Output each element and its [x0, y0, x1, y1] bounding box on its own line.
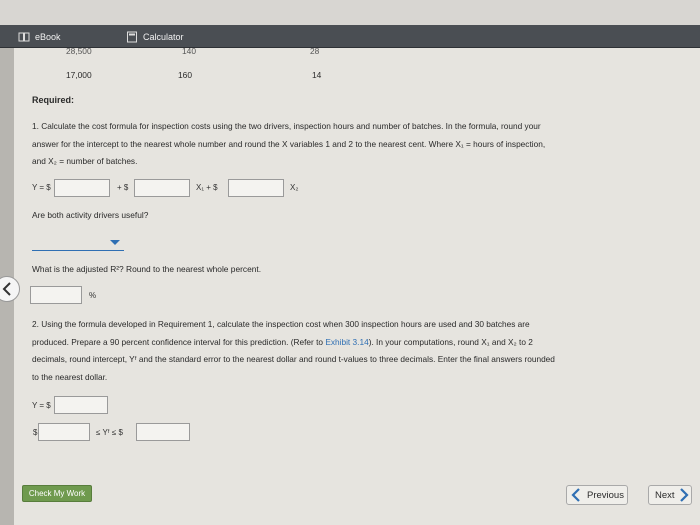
question-2-text [32, 316, 555, 386]
required-heading: Required: [32, 95, 75, 105]
ci-lower-input[interactable] [38, 423, 90, 441]
previous-button[interactable] [566, 485, 628, 505]
toolbar [0, 25, 700, 48]
table-cell: 28 [310, 46, 320, 56]
x1-coefficient-input[interactable] [134, 179, 190, 197]
drivers-question: Are both activity drivers useful? [32, 210, 149, 220]
x1-label: X₁ + $ [196, 183, 218, 192]
q2-line: produced. Prepare a 90 percent confidence interval for this prediction. (Refer to Exhibit 3.14). In your computations, round X₁ and X₂ to 2 [32, 336, 533, 347]
y-equals-label-2: Y = $ [32, 401, 51, 410]
ci-lower-dollar-label: $ [33, 428, 38, 437]
book-icon [18, 31, 30, 43]
table-cell: 14 [312, 70, 322, 80]
drivers-useful-select[interactable] [32, 235, 124, 251]
q1-line: and X₂ = number of batches. [32, 156, 138, 166]
adjusted-r2-question: What is the adjusted R²? Round to the nearest whole percent. [32, 264, 262, 274]
intercept-input[interactable] [54, 179, 110, 197]
question-1-text [32, 118, 545, 171]
q2-line: 2. Using the formula developed in Requirement 1, calculate the inspection cost when 300 inspection hours are used and 30 batches are [32, 319, 530, 329]
percent-label: % [89, 291, 97, 300]
calculator-button[interactable] [126, 29, 184, 44]
chevron-left-icon [1, 282, 13, 296]
plus-dollar-label: + $ [117, 183, 129, 192]
x2-coefficient-input[interactable] [228, 179, 284, 197]
table-cell: 28,500 [66, 46, 92, 56]
table-cell: 17,000 [66, 70, 92, 80]
next-button[interactable] [648, 485, 692, 505]
calculator-icon [126, 31, 138, 43]
q2-line: to the nearest dollar. [32, 371, 108, 382]
check-my-work-button[interactable]: Check My Work [22, 485, 92, 502]
q2-line: decimals, round intercept, Yᶠ and the standard error to the nearest dollar and round t-values to three decimals. Enter the final answers rounded [32, 354, 555, 364]
predicted-cost-input[interactable] [54, 396, 108, 414]
x2-label: X₂ [290, 183, 299, 192]
browser-top-edge [0, 0, 700, 25]
chevron-down-icon [110, 240, 120, 245]
ebook-button[interactable] [18, 29, 61, 44]
exhibit-link[interactable]: Exhibit 3.14 [325, 336, 369, 347]
chevron-left-icon [571, 488, 581, 502]
table-cell: 140 [182, 46, 196, 56]
y-equals-label: Y = $ [32, 183, 51, 192]
q1-line: answer for the intercept to the nearest whole number and round the X variables 1 and 2 to the nearest cent. Where X₁ = hours of inspection, [32, 138, 546, 149]
chevron-right-icon [679, 488, 689, 502]
ci-middle-label: ≤ Yᶠ ≤ $ [96, 428, 123, 437]
table-cell: 160 [178, 70, 192, 80]
next-label: Next [655, 489, 675, 501]
ci-upper-input[interactable] [136, 423, 190, 441]
calculator-label: Calculator [143, 31, 184, 42]
previous-label: Previous [587, 489, 624, 501]
ebook-label: eBook [35, 31, 61, 42]
adjusted-r2-input[interactable] [30, 286, 82, 304]
q1-line: 1. Calculate the cost formula for inspection costs using the two drivers, inspection hours and number of batches. In the formula, round your [32, 121, 541, 131]
